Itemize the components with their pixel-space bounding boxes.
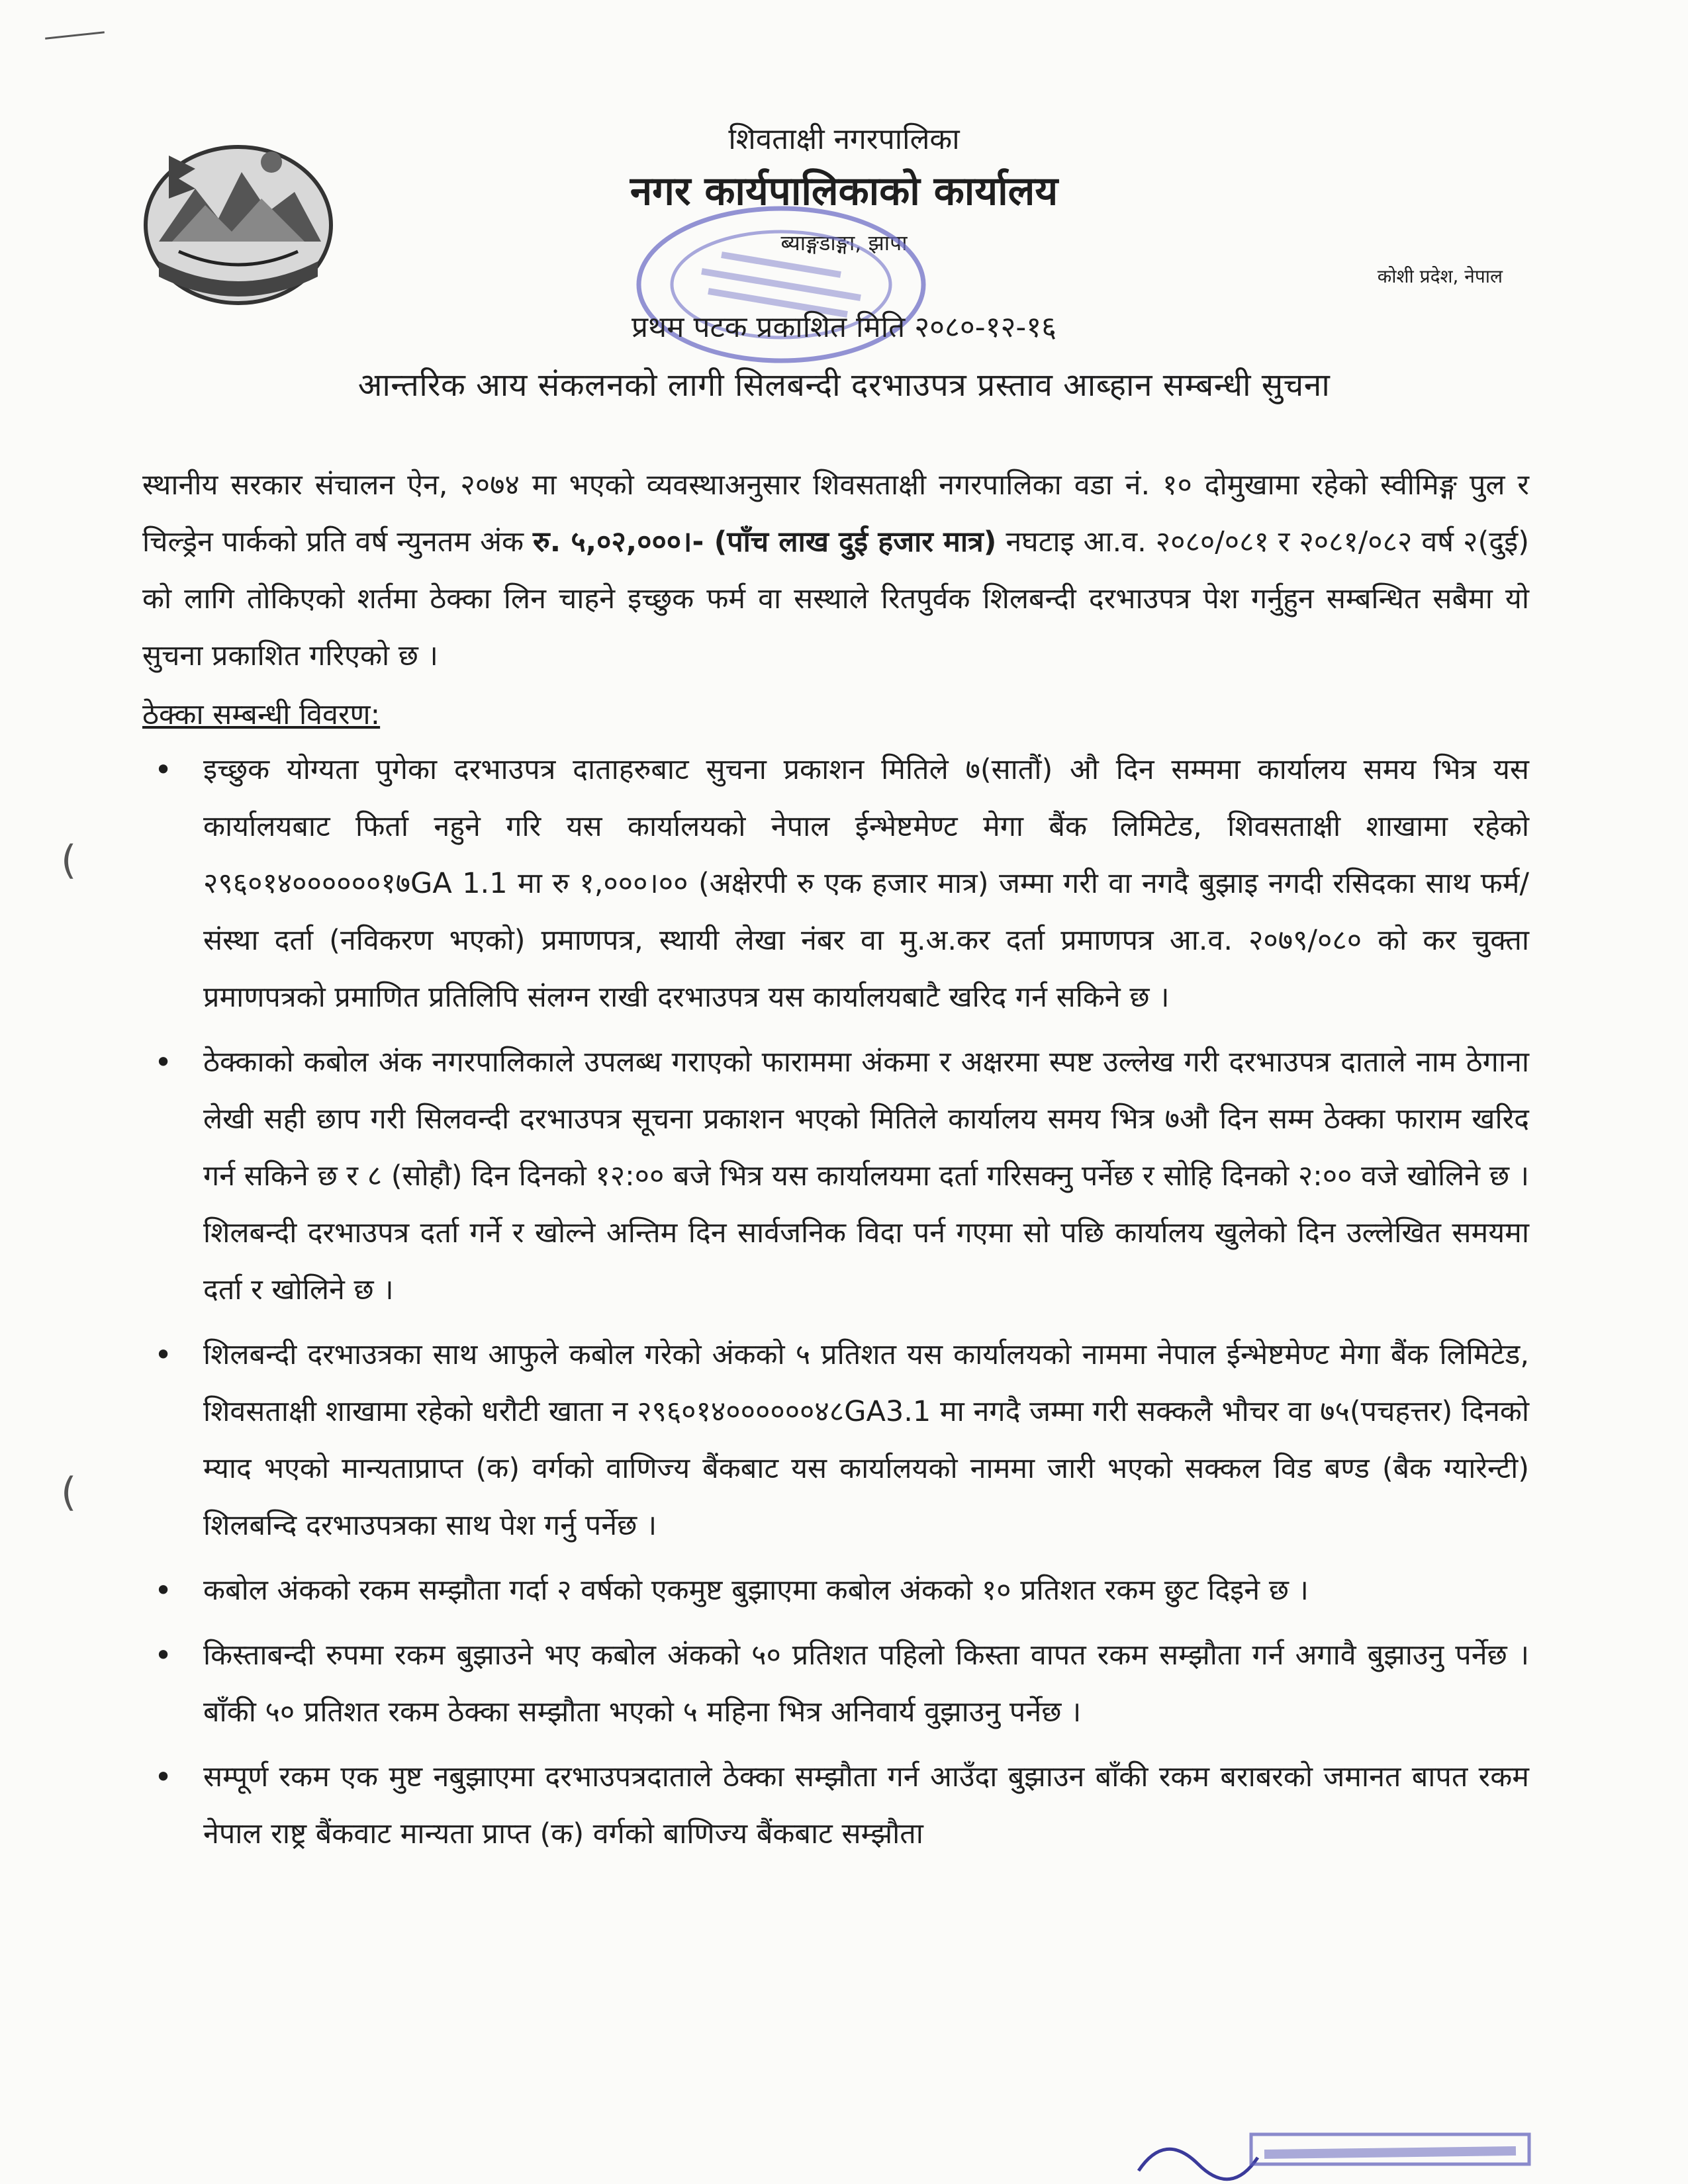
list-item: • किस्ताबन्दी रुपमा रकम बुझाउने भए कबोल अंकको ५० प्रतिशत पहिलो किस्ता वापत रकम सम्झौता गर्न अगावै बुझाउनु पर्नेछ । बाँकी ५० प्रतिशत रकम ठेक्का सम्झौता भएको ५ महिना भित्र अनिवार्य वुझाउनु पर्नेछ । (142, 1627, 1529, 1741)
province-label: कोशी प्रदेश, नेपाल (1377, 265, 1503, 287)
list-item: • सम्पूर्ण रकम एक मुष्ट नबुझाएमा दरभाउपत्रदाताले ठेक्का सम्झौता गर्न आउँदा बुझाउन बाँकी रकम बराबरको जमानत बापत रकम नेपाल राष्ट्र बैंकवाट मान्यता प्राप्त (क) वर्गको बाणिज्य बैंकबाट सम्झौता (142, 1749, 1529, 1862)
list-item: • इच्छुक योग्यता पुगेका दरभाउपत्र दाताहरुबाट सुचना प्रकाशन मितिले ७(सातौं) औ दिन सम्ममा कार्यालय समय भित्र यस कार्यालयबाट फिर्ता नहुने गरि यस कार्यालयको नेपाल ईन्भेष्टमेण्ट मेगा बैंक लिमिटेड, शिवसताक्षी शाखामा रहेको २९६०१४००००००१७GA 1.1 मा रु १,०००।०० (अक्षेरपी रु एक हजार मात्र) जम्मा गरी वा नगदै बुझाइ नगदी रसिदका साथ फर्म/संस्था दर्ता (नविकरण भएको) प्रमाणपत्र, स्थायी लेखा नंबर वा मु.अ.कर दर्ता प्रमाणपत्र आ.व. २०७९/०८० को कर चुक्ता प्रमाणपत्रको प्रमाणित प्रतिलिपि संलग्न राखी दरभाउपत्र यस कार्यालयबाटै खरिद गर्न सकिने छ । (142, 741, 1529, 1026)
contract-details-list (142, 741, 1529, 1870)
intro-text-b: नघटाइ आ.व. २०८०/०८१ र २०८१/०८२ वर्ष २(दुई) को लागि तोकिएको शर्तमा ठेक्का लिन चाहने इच्छुक फर्म वा सस्थाले रितपुर्वक शिलबन्दी दरभाउपत्र पेश गर्नुहुन सम्बन्धित सबैमा यो सुचना प्रकाशित गरिएको छ । (142, 525, 1529, 672)
office-name: नगर कार्यपालिकाको कार्यालय (630, 168, 1058, 214)
first-publication-date: प्रथम पटक प्रकाशित मिति २०८०-१२-१६ (632, 310, 1056, 344)
office-address: ब्याङ्गडाङ्गा, झापा (780, 230, 908, 255)
notice-title: आन्तरिक आय संकलनको लागी सिलबन्दी दरभाउपत्र प्रस्ताव आब्हान सम्बन्धी सुचना (357, 367, 1331, 404)
intro-text-a: स्थानीय सरकार संचालन ऐन, २०७४ मा भएको व्यवस्थाअनुसार शिवसताक्षी नगरपालिका वडा नं. १० दोमुखामा रहेको स्वीमिङ्ग पुल र चिल्ड्रेन पार्कको प्रति वर्ष न्युनतम अंक (142, 469, 1529, 559)
municipality-name: शिवताक्षी नगरपालिका (728, 122, 960, 156)
punch-hole-mark: ( (61, 837, 77, 884)
scan-corner-mark (45, 31, 105, 39)
list-item: • ठेक्काको कबोल अंक नगरपालिकाले उपलब्ध गराएको फाराममा अंकमा र अक्षरमा स्पष्ट उल्लेख गरी दरभाउपत्र दाताले नाम ठेगाना लेखी सही छाप गरी सिलवन्दी दरभाउपत्र सूचना प्रकाशन भएको मितिले कार्यालय समय भित्र ७औ दिन सम्म ठेक्का फाराम खरिद गर्न सकिने छ र ८ (सोहौ) दिन दिनको १२:०० बजे भित्र यस कार्यालयमा दर्ता गरिसक्नु पर्नेछ र सोहि दिनको २:०० वजे खोलिने छ । शिलबन्दी दरभाउपत्र दर्ता गर्ने र खोल्ने अन्तिम दिन सार्वजनिक विदा पर्न गएमा सो पछि कार्यालय खुलेको दिन उल्लेखित समयमा दर्ता र खोलिने छ । (142, 1034, 1529, 1318)
signature-stamp (1125, 2124, 1549, 2184)
minimum-amount: रु. ५,०२,०००।- (पाँच लाख दुई हजार मात्र) (532, 525, 997, 559)
intro-paragraph (142, 457, 1529, 684)
list-item: • कबोल अंकको रकम सम्झौता गर्दा २ वर्षको एकमुष्ट बुझाएमा कबोल अंकको १० प्रतिशत रकम छुट दिइने छ । (142, 1562, 1529, 1619)
contract-details-heading: ठेक्का सम्बन्धी विवरण: (142, 698, 381, 731)
punch-hole-mark: ( (61, 1469, 77, 1516)
list-item: • शिलबन्दी दरभाउत्रका साथ आफुले कबोल गरेको अंकको ५ प्रतिशत यस कार्यालयको नाममा नेपाल ईन्भेष्टमेण्ट मेगा बैंक लिमिटेड, शिवसताक्षी शाखामा रहेको धरौटी खाता न २९६०१४००००००४८GA3.1 मा नगदै जम्मा गरी सक्कलै भौचर वा ७५(पचहत्तर) दिनको म्याद भएको मान्यताप्राप्त (क) वर्गको वाणिज्य बैंकबाट यस कार्यालयको नाममा जारी भएको सक्कल विड बण्ड (बैक ग्यारेन्टी) शिलबन्दि दरभाउपत्रका साथ पेश गर्नु पर्नेछ । (142, 1326, 1529, 1554)
